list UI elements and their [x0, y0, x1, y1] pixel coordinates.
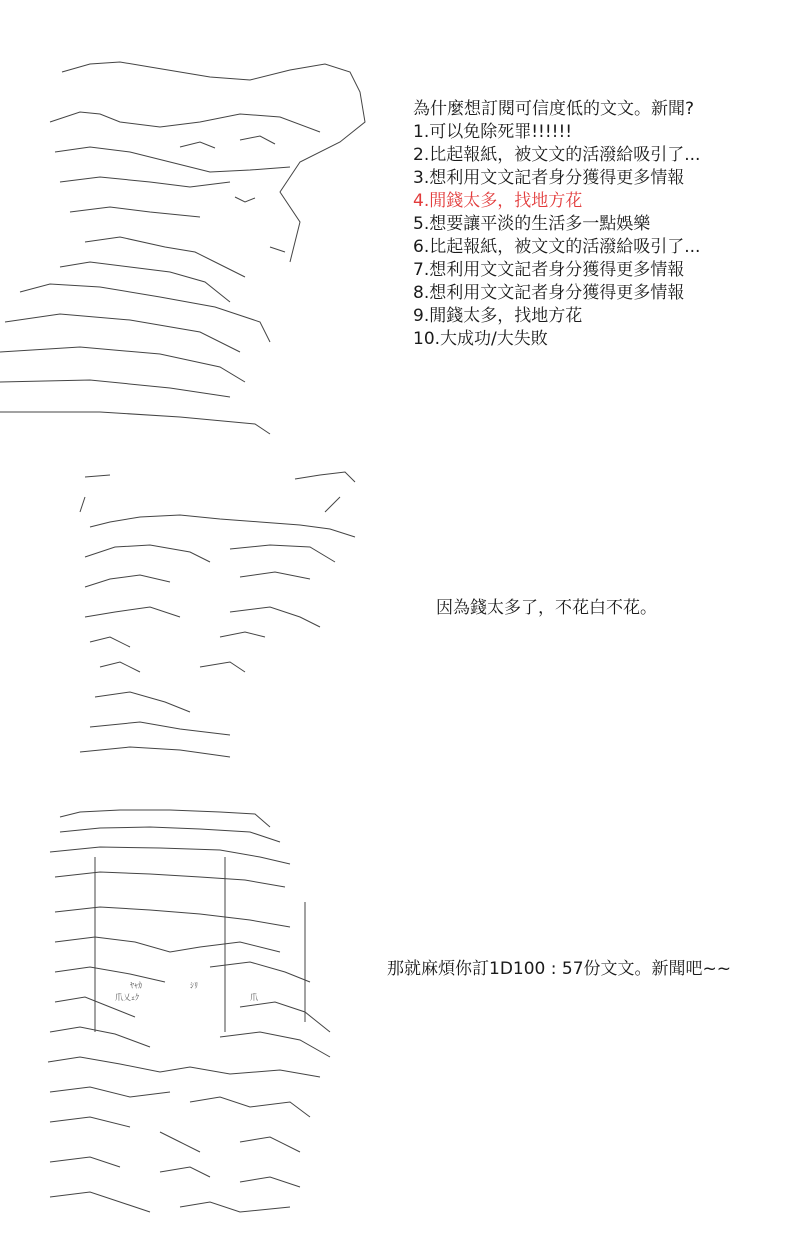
panel-2: [0, 430, 800, 760]
choice-item-1: 1.可以免除死罪!!!!!!: [413, 122, 573, 142]
choice-item-5: 5.想要讓平淡的生活多一點娛樂: [413, 214, 651, 234]
choice-item-9: 9.閒錢太多，找地方花: [413, 306, 583, 326]
caption-2: 因為錢太多了，不花白不花。: [436, 598, 657, 618]
ascii-art-character-3: [40, 780, 350, 1200]
ascii-art-character-2: [70, 445, 370, 745]
choice-item-10: 10.大成功/大失敗: [413, 329, 548, 349]
panel-1: [0, 0, 800, 420]
choice-item-6: 6.比起報紙，被文文的活潑給吸引了...: [413, 237, 701, 257]
question-line: 為什麼想訂閱可信度低的文文。新聞?: [413, 99, 695, 119]
choice-item-4-selected: 4.閒錢太多，找地方花: [413, 191, 583, 211]
panel-3: [0, 770, 800, 1200]
choice-item-8: 8.想利用文文記者身分獲得更多情報: [413, 283, 685, 303]
art-text-yakaka: ﾔｬｶ: [130, 981, 142, 990]
choice-list: [413, 98, 700, 351]
choice-item-7: 7.想利用文文記者身分獲得更多情報: [413, 260, 685, 280]
art-text-tsume-1: 爪乂ｪｸ: [115, 993, 139, 1002]
choice-item-3: 3.想利用文文記者身分獲得更多情報: [413, 168, 685, 188]
ascii-art-character-1: [0, 30, 380, 420]
caption-3: 那就麻煩你訂1D100 : 57份文文。新聞吧~~: [387, 959, 732, 979]
choice-item-2: 2.比起報紙，被文文的活潑給吸引了...: [413, 145, 701, 165]
art-text-shiri: ｼﾘ: [190, 981, 198, 990]
art-text-tsume-2: 爪: [250, 993, 258, 1002]
